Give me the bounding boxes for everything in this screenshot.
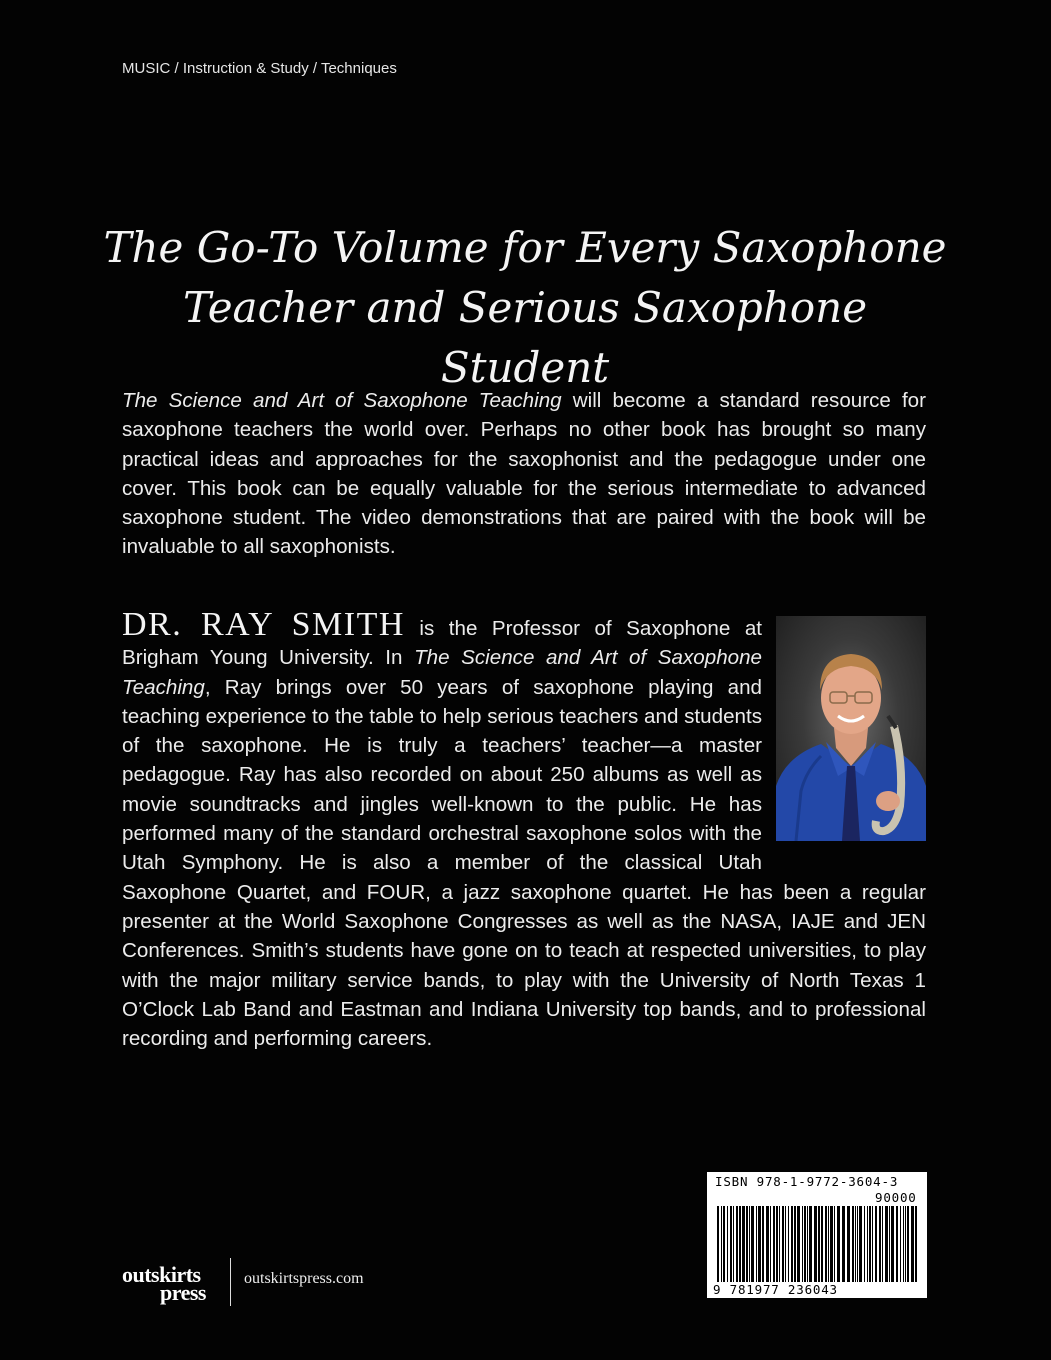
price-code: 90000: [875, 1190, 917, 1205]
book-description: [122, 386, 926, 562]
headline: [100, 218, 950, 398]
isbn-number: ISBN 978-1-9772-3604-3: [715, 1174, 899, 1189]
author-name: DR. RAY SMITH: [122, 606, 405, 643]
bio-text-2: , Ray brings over 50 years of saxophone playing and teaching experience to the table to help serious teachers and students of the saxophone. He is truly a teachers’ teacher—a master pedagogue. Ray has also recorded on about 250 albums as well as movie soundtracks and jingles well-known to the public. He has performed many of the standard orchestral saxophone solos with the Utah Symphony. He is also a member of the classical Utah Saxophone Quartet, and FOUR, a jazz saxophone quartet. He has been a regular presenter at the World Saxophone Congresses as well as the NASA, IAJE and JEN Conferences. Smith’s students have gone on to teach at respected universities, to play with the major military service bands, to play with the University of North Texas 1 O’Clock Lab Band and Eastman and Indiana University top bands, and to professional recording and performing careers.: [122, 675, 926, 1051]
author-photo: [776, 616, 926, 841]
book-title-italic: The Science and Art of Saxophone Teaching: [122, 389, 562, 412]
headline-line-2: Teacher and Serious Saxophone Student: [182, 283, 868, 392]
logo-line-2: press: [160, 1280, 206, 1305]
barcode-bars: [717, 1206, 917, 1282]
bio-book-title: The Science and Art of Saxophone Teaching: [122, 646, 763, 699]
category-label: MUSIC / Instruction & Study / Techniques: [122, 60, 397, 77]
author-bio: [122, 606, 926, 1053]
logo-line-1: outskirts: [122, 1262, 201, 1287]
isbn-barcode: [707, 1172, 927, 1298]
publisher-website: outskirtspress.com: [244, 1270, 364, 1287]
bio-text-1: is the Professor of Saxophone at Brigham Young University. In: [122, 617, 762, 670]
description-text: will become a standard resource for saxophone teachers the world over. Perhaps no other book has brought so many practical ideas and approaches for the saxophonist and the pedagogue under one cover. This book can be equally valuable for the serious intermediate to advanced saxophone student. The video demonstrations that are paired with the book will be invaluable to all saxophonists.: [122, 389, 926, 559]
ean-number: 9 781977 236043: [713, 1282, 838, 1297]
logo-divider: [230, 1258, 231, 1306]
publisher-logo: [122, 1262, 217, 1308]
headline-line-1: The Go-To Volume for Every Saxophone: [103, 223, 947, 272]
